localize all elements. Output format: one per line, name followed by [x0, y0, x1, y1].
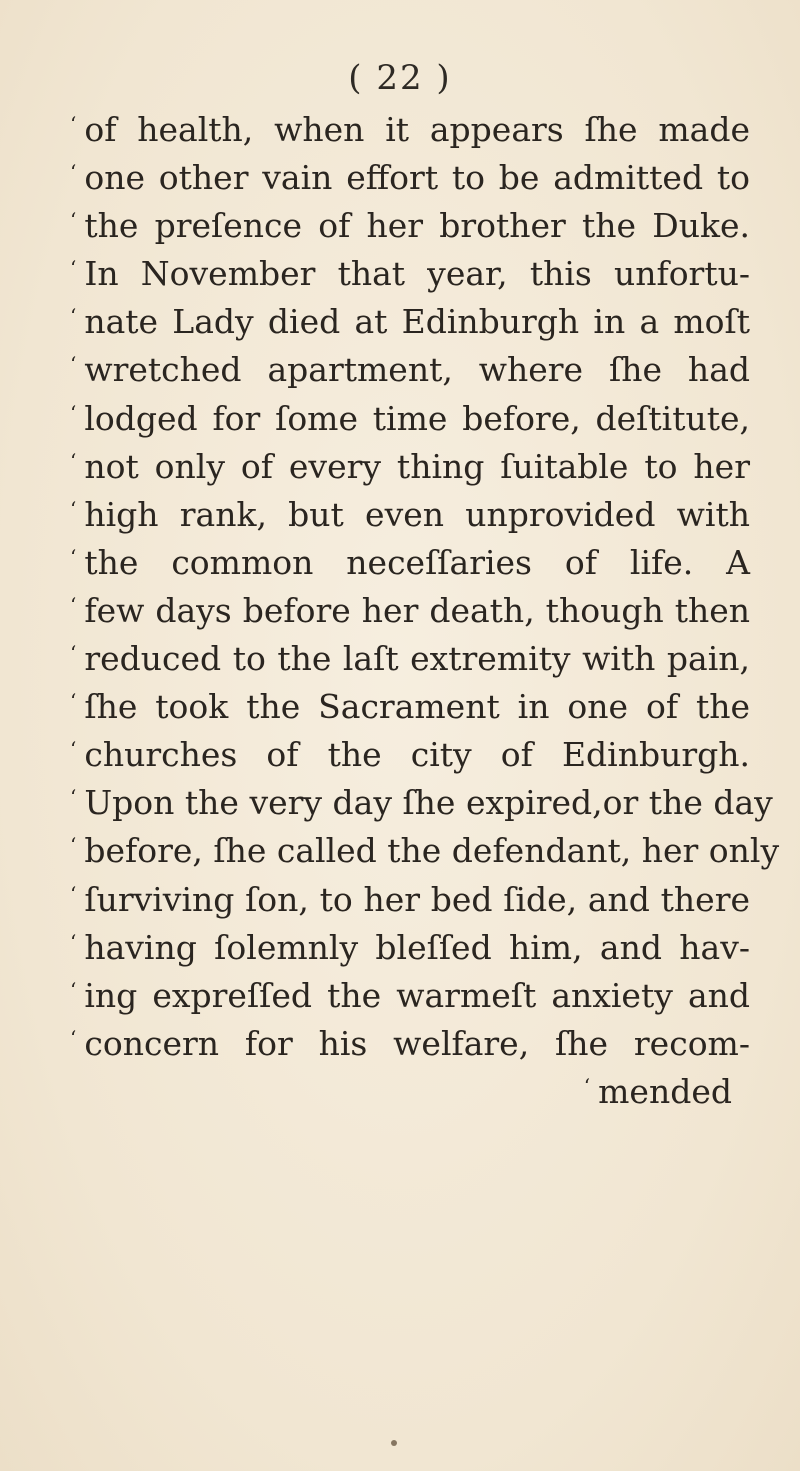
text-line: [70, 1014, 750, 1062]
quote-mark: ‘: [70, 544, 77, 569]
quote-mark: ‘: [70, 448, 77, 473]
quote-mark: ‘: [70, 304, 77, 329]
line-text: concern for his welfare, ſhe recom-: [84, 1023, 750, 1063]
quote-mark: ‘: [70, 400, 77, 425]
quote-mark: ‘: [70, 208, 77, 233]
page-number: ( 22 ): [348, 58, 452, 98]
body-text: [70, 100, 780, 1111]
line-text: nate Lady died at Edinburgh in a moſt: [84, 302, 750, 342]
text-line: [70, 821, 780, 871]
line-text: not only of every thing ſuitable to her: [84, 446, 750, 486]
line-text: the preſence of her brother the Duke.: [84, 206, 750, 246]
quote-mark: ‘: [70, 977, 77, 1002]
text-line: [70, 292, 750, 340]
line-text: few days before her death, though then: [84, 590, 750, 630]
text-line: [70, 870, 750, 918]
line-text: churches of the city of Edinburgh.: [84, 735, 750, 775]
text-line: [70, 148, 750, 196]
text-line: [70, 100, 750, 148]
text-line: [70, 773, 773, 823]
quote-mark: ‘: [70, 112, 77, 136]
line-text: before, ſhe called the defendant, her only: [84, 831, 780, 871]
line-text: ſhe took the Sacrament in one of the: [84, 687, 750, 727]
text-line: [70, 340, 750, 388]
line-text: high rank, but even unprovided with: [84, 494, 750, 534]
quote-mark: ‘: [70, 881, 77, 906]
line-text: of health, when it appears ſhe made: [84, 110, 750, 149]
quote-mark: ‘: [70, 256, 77, 281]
text-line: [70, 485, 750, 533]
quote-mark: ‘: [70, 929, 77, 954]
text-line: [70, 677, 750, 725]
quote-mark: ‘: [70, 785, 77, 810]
line-text: In November that year, this unfortu-: [84, 254, 750, 294]
text-line: [70, 196, 750, 244]
text-line: [70, 581, 750, 629]
text-line: [70, 629, 750, 677]
text-line: [70, 244, 750, 292]
catchword-text: mended: [598, 1071, 732, 1111]
quote-mark: ‘: [70, 689, 77, 714]
quote-mark: ‘: [70, 641, 77, 666]
line-text: lodged for ſome time before, deſtitute,: [84, 398, 750, 438]
text-line: [70, 725, 750, 773]
ink-spot: [391, 1440, 397, 1446]
quote-mark: ‘: [70, 160, 77, 185]
text-line: [70, 966, 750, 1014]
text-line: [70, 918, 750, 966]
text-line: [70, 533, 750, 581]
line-text: the common neceſſaries of life. A: [84, 542, 750, 582]
line-text: ing expreſſed the warmeſt anxiety and: [84, 975, 750, 1015]
quote-mark: ‘: [583, 1073, 591, 1098]
quote-mark: ‘: [70, 1025, 77, 1050]
line-text: ſurviving ſon, to her bed ſide, and there: [84, 879, 750, 919]
quote-mark: ‘: [70, 592, 77, 617]
text-line: [70, 437, 750, 485]
line-text: reduced to the laſt extremity with pain,: [84, 639, 750, 679]
quote-mark: ‘: [70, 496, 77, 521]
quote-mark: ‘: [70, 833, 77, 858]
line-text: one other vain effort to be admitted to: [84, 158, 750, 198]
quote-mark: ‘: [70, 352, 77, 377]
line-text: Upon the very day ſhe expired,or the day: [84, 783, 773, 823]
quote-mark: ‘: [70, 737, 77, 762]
line-text: having ſolemnly bleſſed him, and hav-: [84, 927, 750, 967]
line-text: wretched apartment, where ſhe had: [84, 350, 750, 390]
catchword: [70, 1062, 750, 1110]
text-line: [70, 389, 750, 437]
